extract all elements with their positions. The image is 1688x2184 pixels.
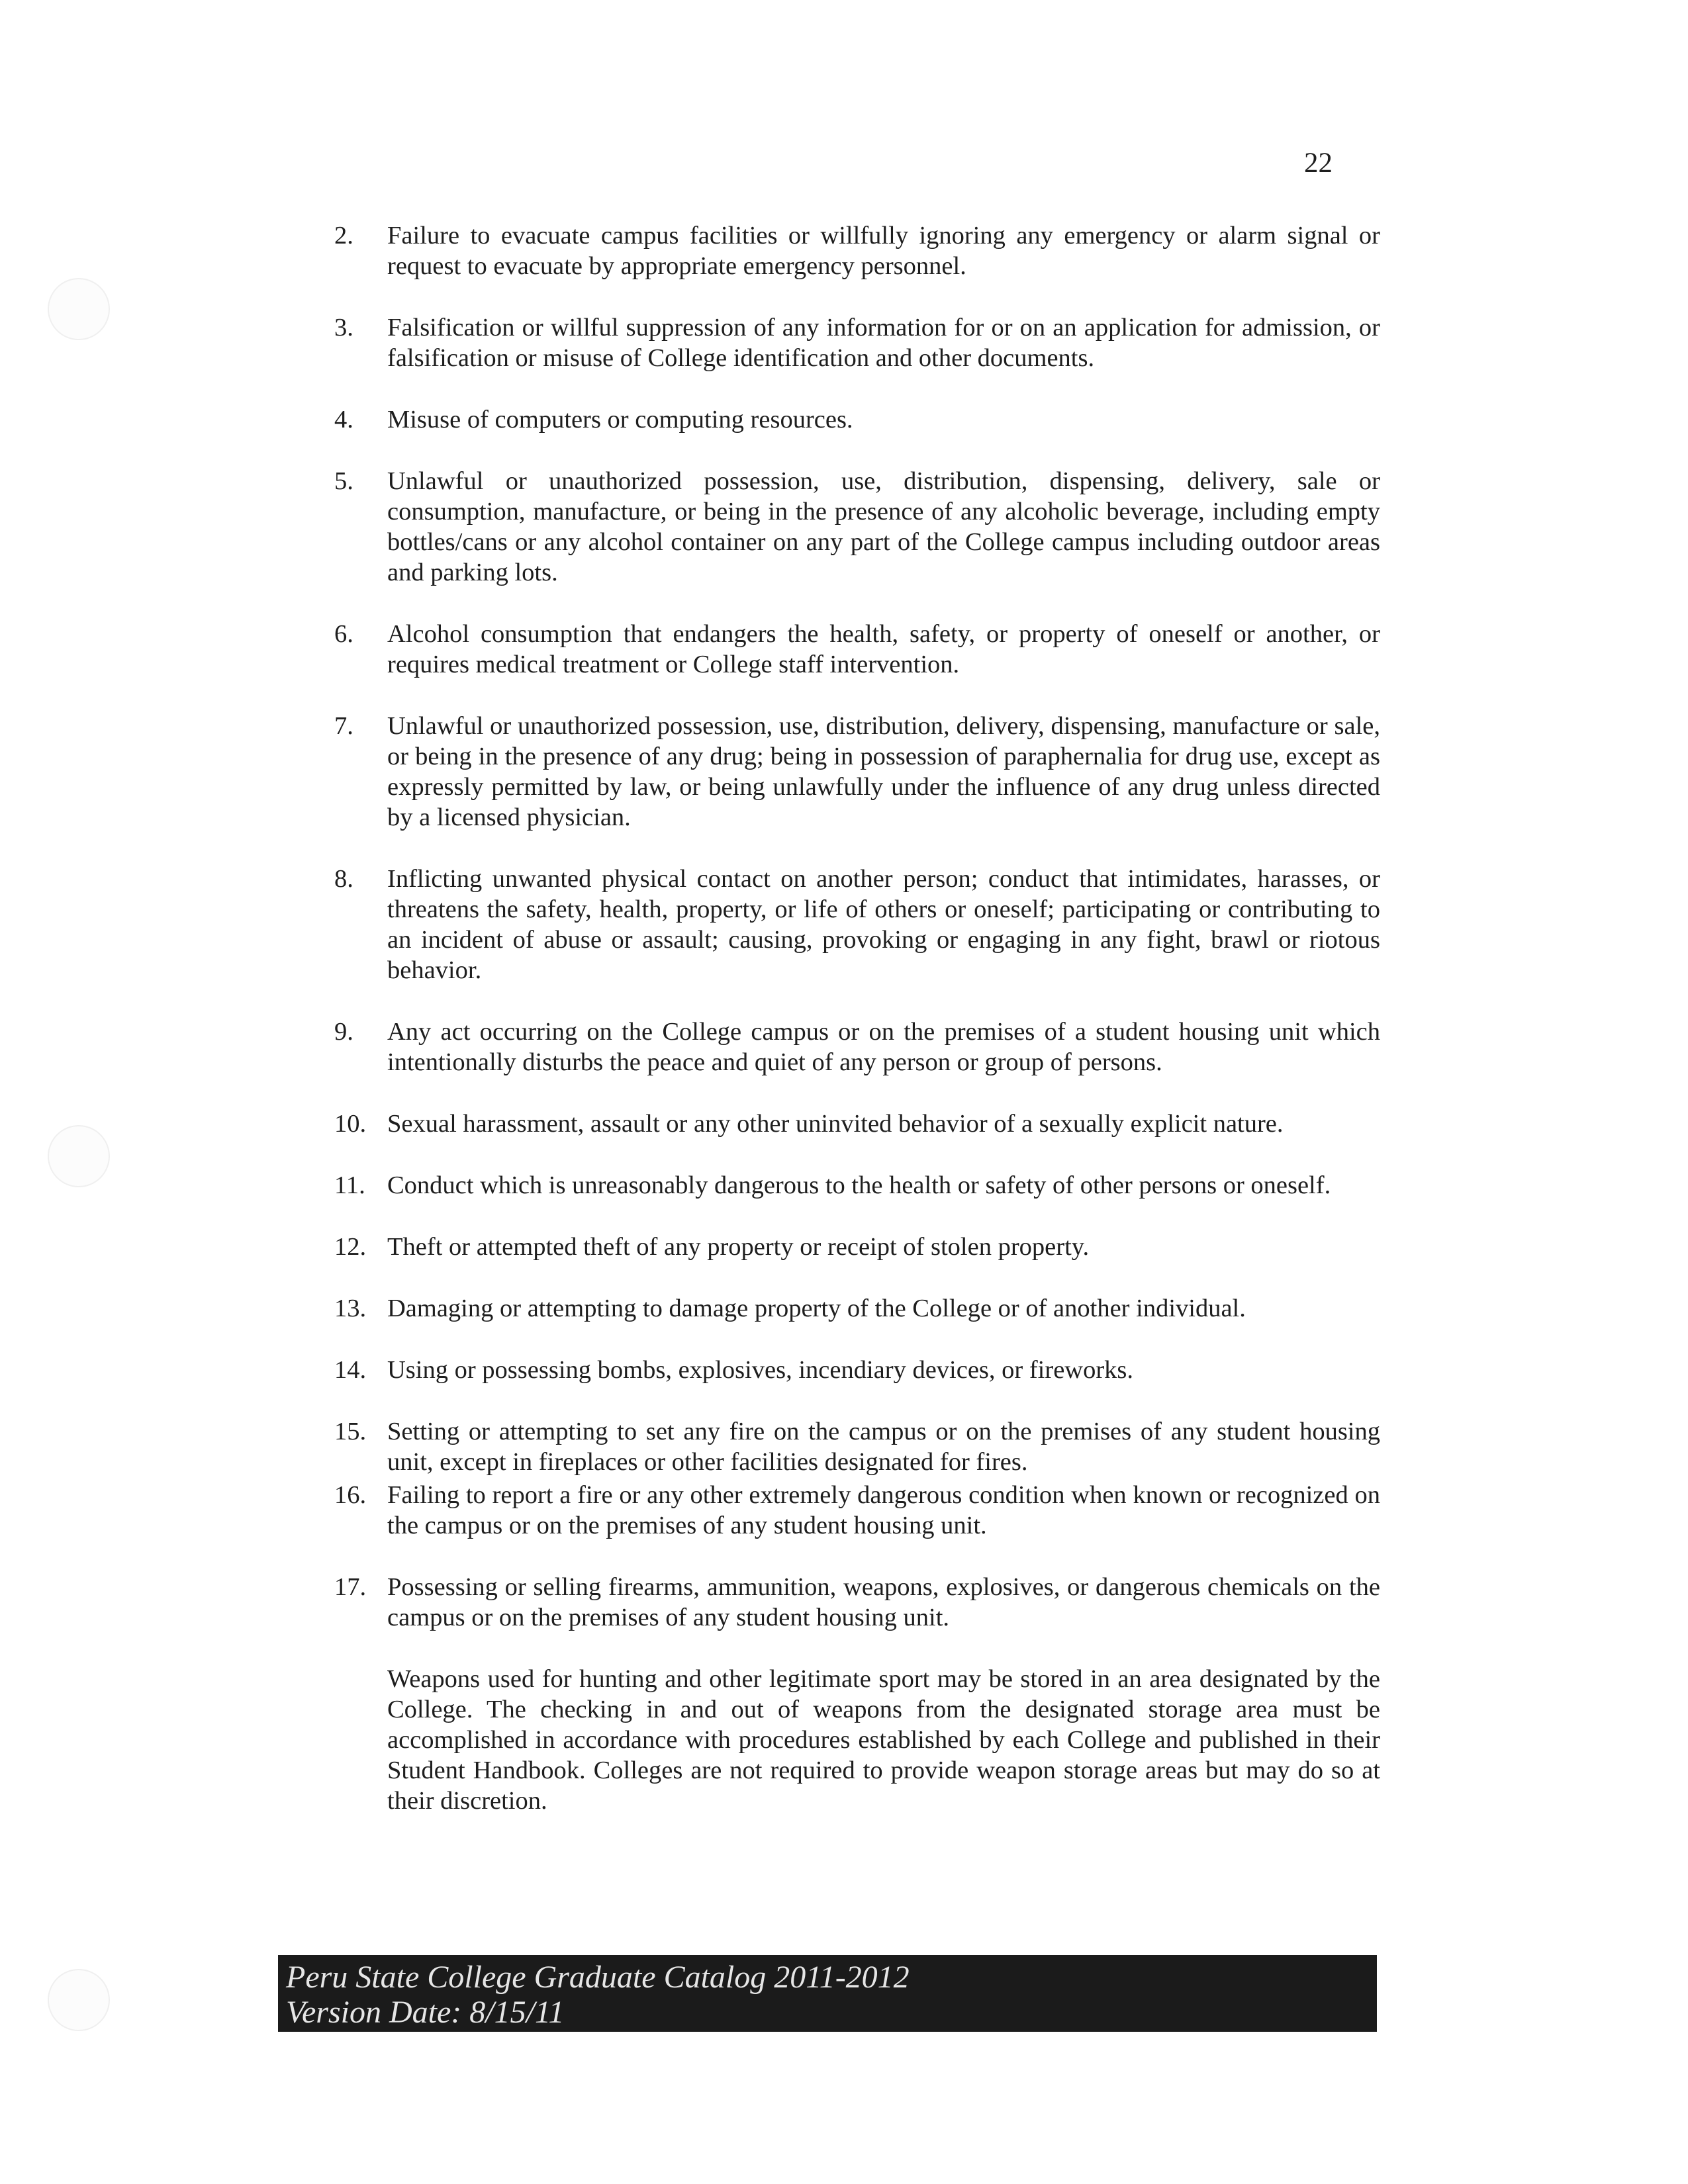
conduct-rules-list bbox=[334, 220, 1380, 1847]
rule-text: Using or possessing bombs, explosives, incendiary devices, or fireworks. bbox=[387, 1356, 1134, 1384]
rule-number: 7. bbox=[334, 712, 353, 740]
rule-number: 11. bbox=[334, 1171, 365, 1199]
rule-item bbox=[334, 1572, 1380, 1816]
rule-text: Unlawful or unauthorized possession, use, distribution, dispensing, delivery, sale or consumption, manufacture, or being in the presence of any alcoholic beverage, including empty bottles/cans or any alcohol container on any part of the College campus including outdoor areas and parking lots. bbox=[387, 467, 1380, 586]
rule-number: 14. bbox=[334, 1356, 367, 1384]
rule-item bbox=[334, 1109, 1380, 1139]
punch-hole-middle bbox=[48, 1125, 110, 1187]
rule-text: Alcohol consumption that endangers the health, safety, or property of oneself or another, or requires medical treatment or College staff intervention. bbox=[387, 620, 1380, 678]
rule-text: Conduct which is unreasonably dangerous to the health or safety of other persons or oneself. bbox=[387, 1171, 1331, 1199]
rule-item bbox=[334, 312, 1380, 373]
rule-text: Falsification or willful suppression of any information for or on an application for admission, or falsification or misuse of College identification and other documents. bbox=[387, 314, 1380, 372]
rule-text: Possessing or selling firearms, ammunition, weapons, explosives, or dangerous chemicals on the campus or on the premises of any student housing unit. bbox=[387, 1573, 1380, 1631]
rule-number: 15. bbox=[334, 1418, 367, 1445]
rule-number: 12. bbox=[334, 1233, 367, 1261]
rule-text: Unlawful or unauthorized possession, use, distribution, delivery, dispensing, manufacture or sale, or being in the presence of any drug; being in possession of paraphernalia for drug use, except as expressly permitted by law, or being unlawfully under the influence of any drug unless directed by a licensed physician. bbox=[387, 712, 1380, 831]
rule-item bbox=[334, 1170, 1380, 1201]
rule-number: 2. bbox=[334, 222, 353, 250]
rule-item bbox=[334, 1480, 1380, 1541]
version-date: Version Date: 8/15/11 bbox=[286, 1995, 565, 2030]
rule-item bbox=[334, 711, 1380, 833]
rule-item bbox=[334, 404, 1380, 435]
rule-text: Failing to report a fire or any other extremely dangerous condition when known or recognized on the campus or on the premises of any student housing unit. bbox=[387, 1481, 1380, 1539]
rule-item bbox=[334, 1232, 1380, 1262]
rule-number: 13. bbox=[334, 1295, 367, 1322]
rule-number: 9. bbox=[334, 1018, 353, 1046]
rule-text: Failure to evacuate campus facilities or willfully ignoring any emergency or alarm signal or request to evacuate by appropriate emergency personnel. bbox=[387, 222, 1380, 280]
rule-item bbox=[334, 466, 1380, 588]
rule-item bbox=[334, 864, 1380, 985]
page-number: 22 bbox=[1304, 148, 1333, 179]
rule-item bbox=[334, 1355, 1380, 1385]
rule-text: Inflicting unwanted physical contact on another person; conduct that intimidates, harasses, or threatens the safety, health, property, or life of others or oneself; participating or contributing to an incident of abuse or assault; causing, provoking or engaging in any fight, brawl or riotous behavior. bbox=[387, 865, 1380, 984]
rule-number: 8. bbox=[334, 865, 353, 893]
rule-text: Any act occurring on the College campus or on the premises of a student housing unit which intentionally disturbs the peace and quiet of any person or group of persons. bbox=[387, 1018, 1380, 1076]
rule-number: 17. bbox=[334, 1573, 367, 1601]
rule-number: 3. bbox=[334, 314, 353, 341]
rule-item bbox=[334, 1017, 1380, 1077]
rule-number: 4. bbox=[334, 406, 353, 433]
rule-text: Setting or attempting to set any fire on the campus or on the premises of any student housing unit, except in fireplaces or other facilities designated for fires. bbox=[387, 1418, 1380, 1476]
rule-number: 16. bbox=[334, 1481, 367, 1509]
punch-hole-bottom bbox=[48, 1969, 110, 2031]
punch-hole-top bbox=[48, 278, 110, 340]
rule-item bbox=[334, 220, 1380, 281]
rule-number: 10. bbox=[334, 1110, 367, 1138]
catalog-title: Peru State College Graduate Catalog 2011-2012 bbox=[286, 1960, 910, 1995]
rule-text: Sexual harassment, assault or any other uninvited behavior of a sexually explicit nature. bbox=[387, 1110, 1284, 1138]
weapons-storage-note: Weapons used for hunting and other legitimate sport may be stored in an area designated by the College. The checking in and out of weapons from the designated storage area must be accomplished in accordance with procedures established by each College and published in their Student Handbook. Colleges are not required to provide weapon storage areas but may do so at their discretion. bbox=[387, 1665, 1380, 1815]
rule-item bbox=[334, 619, 1380, 680]
rule-item bbox=[334, 1293, 1380, 1324]
catalog-footer-banner bbox=[278, 1955, 1377, 2032]
rule-text: Damaging or attempting to damage property of the College or of another individual. bbox=[387, 1295, 1246, 1322]
rule-text: Misuse of computers or computing resources. bbox=[387, 406, 853, 433]
rule-number: 6. bbox=[334, 620, 353, 648]
rule-text: Theft or attempted theft of any property or receipt of stolen property. bbox=[387, 1233, 1090, 1261]
rule-number: 5. bbox=[334, 467, 353, 495]
rule-item bbox=[334, 1416, 1380, 1477]
